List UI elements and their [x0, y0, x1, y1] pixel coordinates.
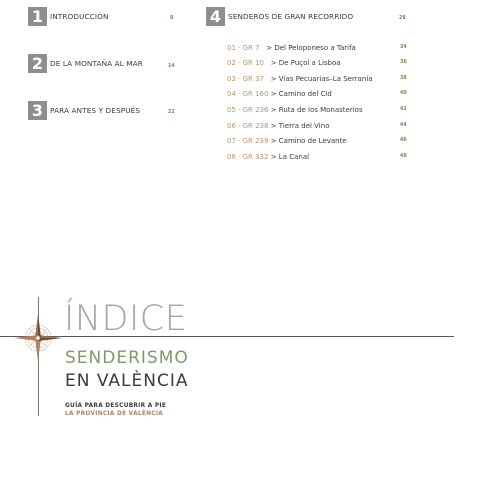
- section-page: 8: [170, 16, 174, 21]
- index-heading: ÍNDICE: [64, 299, 188, 339]
- section-number: 1: [28, 7, 47, 26]
- route-name: > Vías Pecuarias–La Serranía: [270, 75, 373, 83]
- route-page: 44: [400, 123, 407, 128]
- route-code: 07 · GR 239: [227, 137, 269, 145]
- subtitle-line-1: GUÍA PARA DESCUBRIR A PIE: [65, 403, 167, 409]
- section-title: SENDEROS DE GRAN RECORRIDO: [228, 12, 354, 21]
- route-page: 34: [400, 45, 407, 50]
- route-item[interactable]: [227, 59, 407, 67]
- route-page: 40: [400, 91, 407, 96]
- route-item[interactable]: [227, 122, 407, 130]
- route-item[interactable]: [227, 44, 407, 52]
- route-item[interactable]: [227, 106, 407, 114]
- route-code: 02 · GR 10: [227, 59, 265, 67]
- route-name: > De Puçol a Lisboa: [270, 59, 341, 67]
- section-page: 14: [168, 64, 175, 69]
- route-item[interactable]: [227, 153, 407, 161]
- route-page: 46: [400, 138, 407, 143]
- section-title: DE LA MONTAÑA AL MAR: [50, 59, 143, 68]
- section-title: INTRODUCCIÓN: [50, 12, 109, 21]
- route-page: 42: [400, 107, 407, 112]
- subtitle-line-2: LA PROVINCIA DE VALÈNCIA: [65, 411, 164, 417]
- section-number: 3: [28, 101, 47, 120]
- route-name: > Camino del Cid: [270, 90, 332, 98]
- route-name: > Del Peloponeso a Tarifa: [266, 44, 356, 52]
- toc-section-3[interactable]: [28, 101, 140, 120]
- toc-section-2[interactable]: [28, 54, 143, 73]
- route-item[interactable]: [227, 137, 407, 145]
- route-name: > La Canal: [270, 153, 310, 161]
- route-page: 38: [400, 76, 407, 81]
- section-number: 4: [206, 7, 225, 26]
- section-number: 2: [28, 54, 47, 73]
- toc-section-1[interactable]: [28, 7, 109, 26]
- route-item[interactable]: [227, 90, 407, 98]
- toc-section-4[interactable]: [206, 7, 353, 26]
- route-item[interactable]: [227, 75, 407, 83]
- route-name: > Tierra del Vino: [270, 122, 330, 130]
- route-code: 06 · GR 238: [227, 122, 269, 130]
- compass-rose-icon: [12, 312, 64, 364]
- section-page: 28: [399, 16, 406, 21]
- title-line-2: EN VALÈNCIA: [65, 371, 189, 391]
- route-code: 03 · GR 37: [227, 75, 265, 83]
- title-line-1: SENDERISMO: [65, 348, 189, 368]
- section-page: 22: [168, 110, 175, 115]
- route-code: 01 · GR 7: [227, 44, 260, 52]
- route-code: 08 · GR 332: [227, 153, 269, 161]
- route-page: 36: [400, 60, 407, 65]
- route-code: 04 · GR 160: [227, 90, 269, 98]
- route-code: 05 · GR 236: [227, 106, 269, 114]
- section-title: PARA ANTES Y DESPUÉS: [50, 106, 141, 115]
- route-page: 48: [400, 154, 407, 159]
- route-name: > Ruta de los Monasterios: [270, 106, 363, 114]
- route-name: > Camino de Levante: [270, 137, 347, 145]
